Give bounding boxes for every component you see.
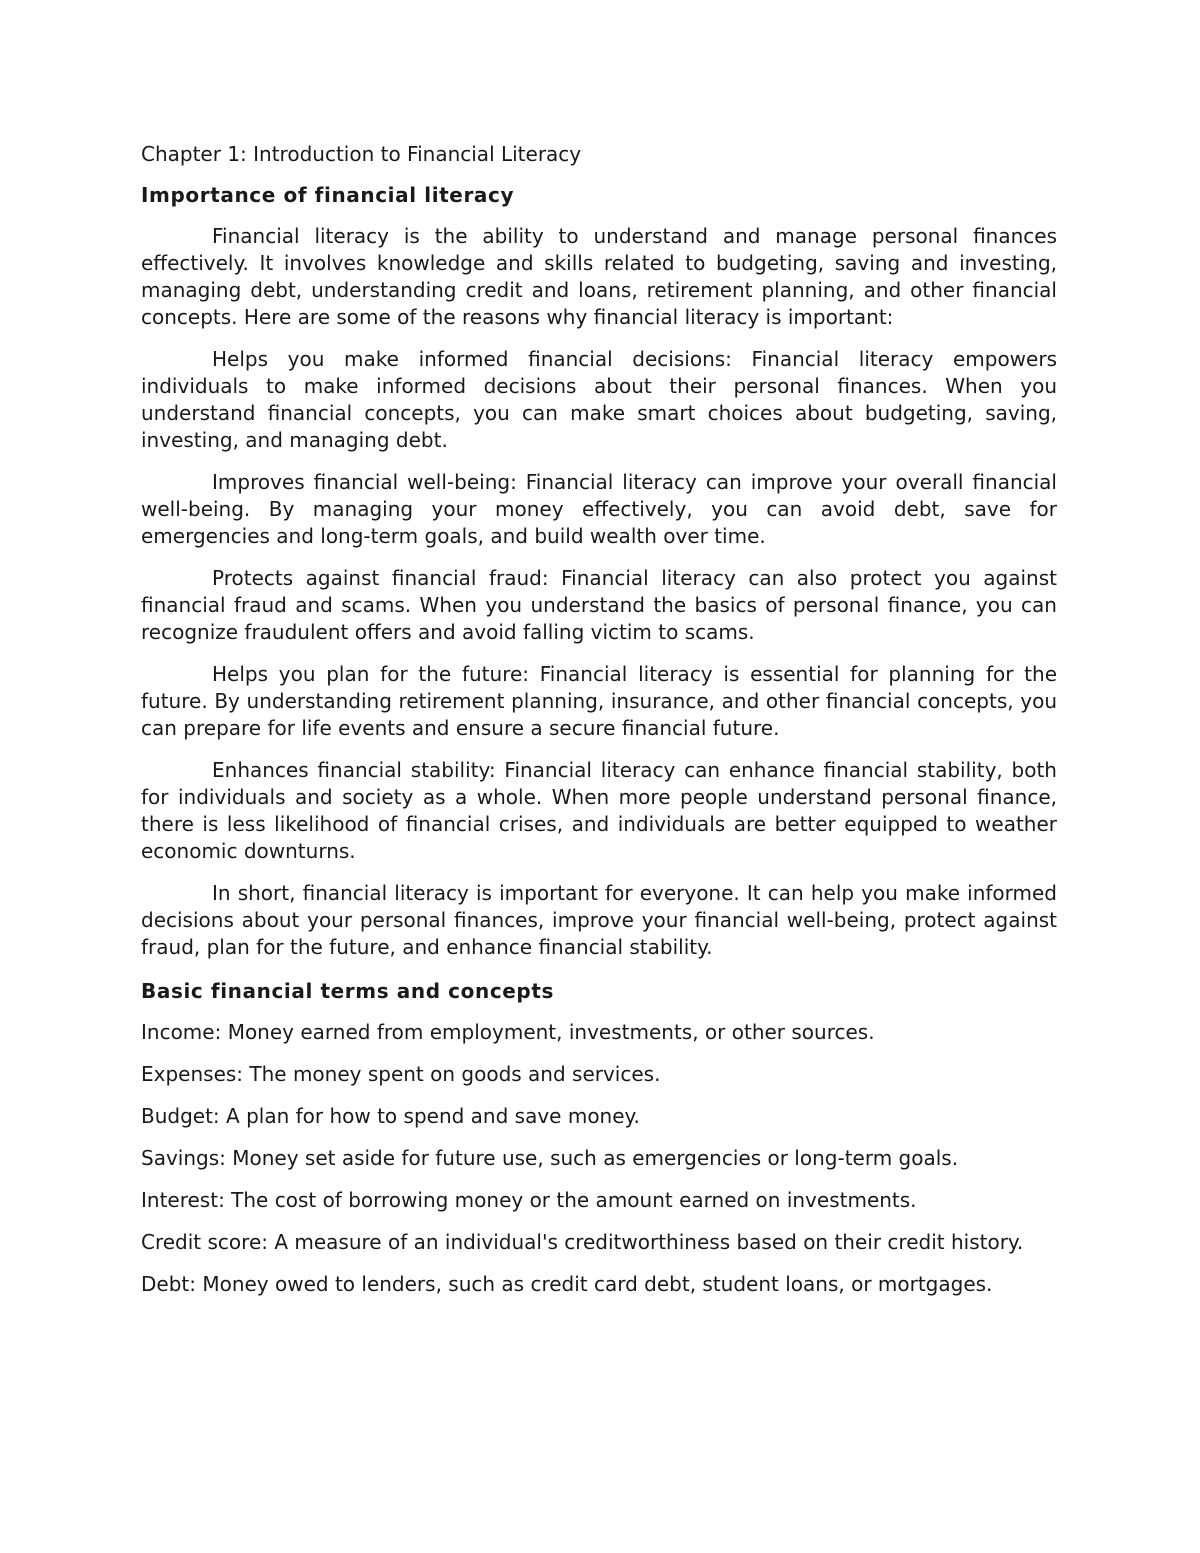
paragraph-definition: Financial literacy is the ability to understand and manage personal finances effectively. It involves knowledge and skills related to budgeting, saving and investing, managing debt, understanding credit and loans, retirement planning, and other financial concepts. Here are some of the reasons why financial literacy is important:: [141, 224, 1057, 329]
paragraph-summary: In short, financial literacy is important for everyone. It can help you make informed decisions about your personal finances, improve your financial well-being, protect against fraud, plan for the future, and enhance financial stability.: [141, 881, 1057, 959]
section-heading-basic-terms: Basic financial terms and concepts: [141, 979, 555, 1003]
term-debt: Debt: Money owed to lenders, such as credit card debt, student loans, or mortgages.: [141, 1272, 993, 1296]
section-heading-importance: Importance of financial literacy: [141, 183, 515, 207]
term-interest: Interest: The cost of borrowing money or the amount earned on investments.: [141, 1188, 917, 1212]
paragraph-stability: Enhances financial stability: Financial literacy can enhance financial stability, both for individuals and society as a whole. When more people understand personal finance, there is less likelihood of financial crises, and individuals are better equipped to weather economic downturns.: [141, 758, 1057, 863]
chapter-title: Chapter 1: Introduction to Financial Literacy: [141, 142, 582, 166]
term-budget: Budget: A plan for how to spend and save money.: [141, 1104, 640, 1128]
term-expenses: Expenses: The money spent on goods and services.: [141, 1062, 661, 1086]
paragraph-well-being: Improves financial well-being: Financial literacy can improve your overall financial well-being. By managing your money effectively, you can avoid debt, save for emergencies and long-term goals, and build wealth over time.: [141, 470, 1057, 548]
document-page: [141, 139, 1057, 1313]
paragraph-informed-decisions: Helps you make informed financial decisions: Financial literacy empowers individuals to make informed decisions about their personal finances. When you understand financial concepts, you can make smart choices about budgeting, saving, investing, and managing debt.: [141, 347, 1057, 452]
paragraph-fraud: Protects against financial fraud: Financial literacy can also protect you against financial fraud and scams. When you understand the basics of personal finance, you can recognize fraudulent offers and avoid falling victim to scams.: [141, 566, 1057, 644]
section-importance: [141, 181, 1057, 961]
term-credit-score: Credit score: A measure of an individual's creditworthiness based on their credit history.: [141, 1230, 1024, 1254]
term-savings: Savings: Money set aside for future use, such as emergencies or long-term goals.: [141, 1146, 959, 1170]
paragraph-future: Helps you plan for the future: Financial literacy is essential for planning for the future. By understanding retirement planning, insurance, and other financial concepts, you can prepare for life events and ensure a secure financial future.: [141, 662, 1057, 740]
section-basic-terms: [141, 977, 1057, 1298]
term-income: Income: Money earned from employment, investments, or other sources.: [141, 1020, 875, 1044]
